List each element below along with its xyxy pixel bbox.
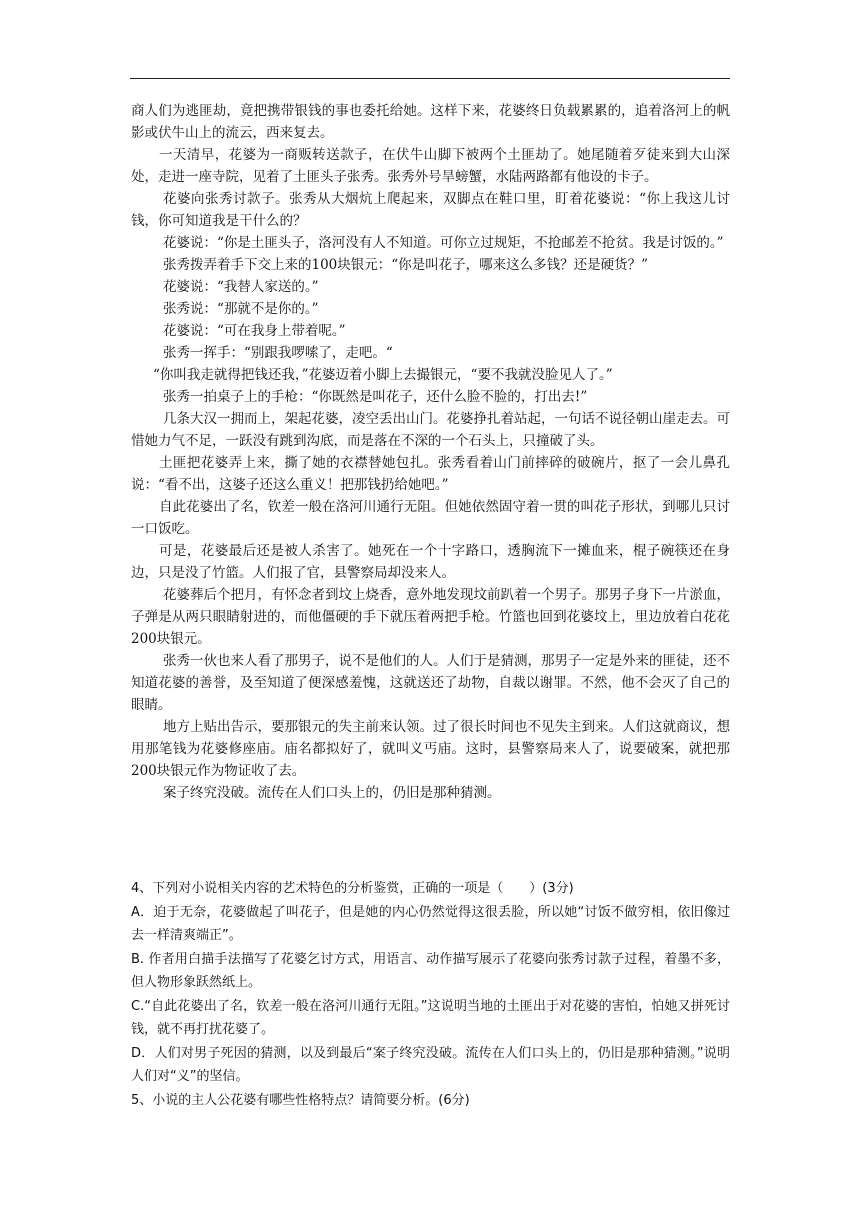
option-a: A．迫于无奈，花婆做起了叫花子，但是她的内心仍然觉得这很丢脸，所以她“讨饭不做穷相，依旧像过去一样清爽端正”。 — [131, 904, 730, 943]
paragraph: 张秀一挥手：“别跟我啰嗦了，走吧。“ — [163, 345, 393, 361]
paragraph: 花婆向张秀讨款子。张秀从大烟炕上爬起来，双脚点在鞋口里，盯着花婆说：“你上我这儿讨钱，你可知道我是干什么的？ — [131, 191, 730, 229]
option-d: D．人们对男子死因的猜测，以及到最后“案子终究没破。流传在人们口头上的，仍旧是那种猜测。”说明人们对“义”的坚信。 — [131, 1045, 730, 1084]
question-4-stem: 4、下列对小说相关内容的艺术特色的分析鉴赏，正确的一项是（ ）(3分) — [131, 881, 574, 896]
paragraph: 花婆说：“你是土匪头子，洛河没有人不知道。可你立过规矩，不抢邮差不抢贫。我是讨饭的。” — [163, 235, 724, 251]
paragraph: 花婆葬后个把月，有怀念者到坟上烧香，意外地发现坟前趴着一个男子。那男子身下一片淤血，子弹是从两只眼睛射进的，而他僵硬的手下就压着两把手枪。竹篮也回到花婆坟上，里边放着白花花200块银元。 — [131, 587, 730, 647]
story-text — [131, 100, 730, 804]
paragraph: 张秀一伙也来人看了那男子，说不是他们的人。人们于是猜测，那男子一定是外来的匪徒，还不知道花婆的善誉，及至知道了便深感羞愧，这就送还了劫物，自裁以谢罪。不然，他不会灭了自己的眼睛。 — [131, 653, 730, 713]
paragraph: 花婆说：“我替人家送的。” — [163, 279, 319, 295]
paragraph: 一天清早，花婆为一商贩转送款子，在伏牛山脚下被两个土匪劫了。她尾随着歹徒来到大山深处，走进一座寺院，见着了土匪头子张秀。张秀外号旱螃蟹，水陆两路都有他设的卡子。 — [131, 147, 730, 185]
paragraph: 地方上贴出告示，要那银元的失主前来认领。过了很长时间也不见失主到来。人们这就商议，想用那笔钱为花婆修座庙。庙名都拟好了，就叫义丐庙。这时，县警察局来人了，说要破案，就把那200块银元作为物证收了去。 — [131, 719, 730, 779]
question-section — [131, 877, 730, 1112]
paragraph: 案子终究没破。流传在人们口头上的，仍旧是那种猜测。 — [163, 785, 501, 801]
question-5-stem: 5、小说的主人公花婆有哪些性格特点？请简要分析。(6分) — [131, 1092, 470, 1108]
paragraph: 花婆说：“可在我身上带着呢。” — [163, 323, 346, 339]
option-b: B. 作者用白描手法描写了花婆乞讨方式，用语言、动作描写展示了花婆向张秀讨款子过程，着墨不多，但人物形象跃然纸上。 — [131, 951, 730, 990]
paragraph: 商人们为逃匪劫，竟把携带银钱的事也委托给她。这样下来，花婆终日负载累累的，追着洛河上的帆影或伏牛山上的流云，西来复去。 — [131, 103, 730, 141]
option-c: C.“自此花婆出了名，钦差一般在洛河川通行无阻。”这说明当地的土匪出于对花婆的害怕，怕她又拼死讨钱，就不再打扰花婆了。 — [131, 998, 730, 1037]
paragraph: “你叫我走就得把钱还我，”花婆迈着小脚上去撮银元，“要不我就没脸见人了。” — [153, 367, 613, 383]
paragraph: 几条大汉一拥而上，架起花婆，凌空丢出山门。花婆挣扎着站起，一句话不说径朝山崖走去。可惜她力气不足，一跃没有跳到沟底，而是落在不深的一个石头上，只撞破了头。 — [131, 411, 730, 449]
paragraph: 张秀拨弄着手下交上来的100块银元：“你是叫花子，哪来这么多钱？还是硬货？” — [163, 257, 649, 273]
paragraph: 自此花婆出了名，钦差一般在洛河川通行无阻。但她依然固守着一贯的叫花子形状，到哪儿只讨一口饭吃。 — [131, 499, 730, 537]
paragraph: 可是，花婆最后还是被人杀害了。她死在一个十字路口，透胸流下一摊血来，棍子碗筷还在身边，只是没了竹篮。人们报了官，县警察局却没来人。 — [131, 543, 730, 581]
paragraph: 土匪把花婆弄上来，撕了她的衣襟替她包扎。张秀看着山门前摔碎的破碗片，抠了一会儿鼻孔说：“看不出，这婆子还这么重义！把那钱扔给她吧。” — [131, 455, 730, 493]
header-rule — [130, 78, 730, 79]
paragraph: 张秀一拍桌子上的手枪：“你既然是叫花子，还什么脸不脸的，打出去!” — [163, 389, 588, 405]
paragraph: 张秀说：“那就不是你的。” — [163, 301, 319, 317]
